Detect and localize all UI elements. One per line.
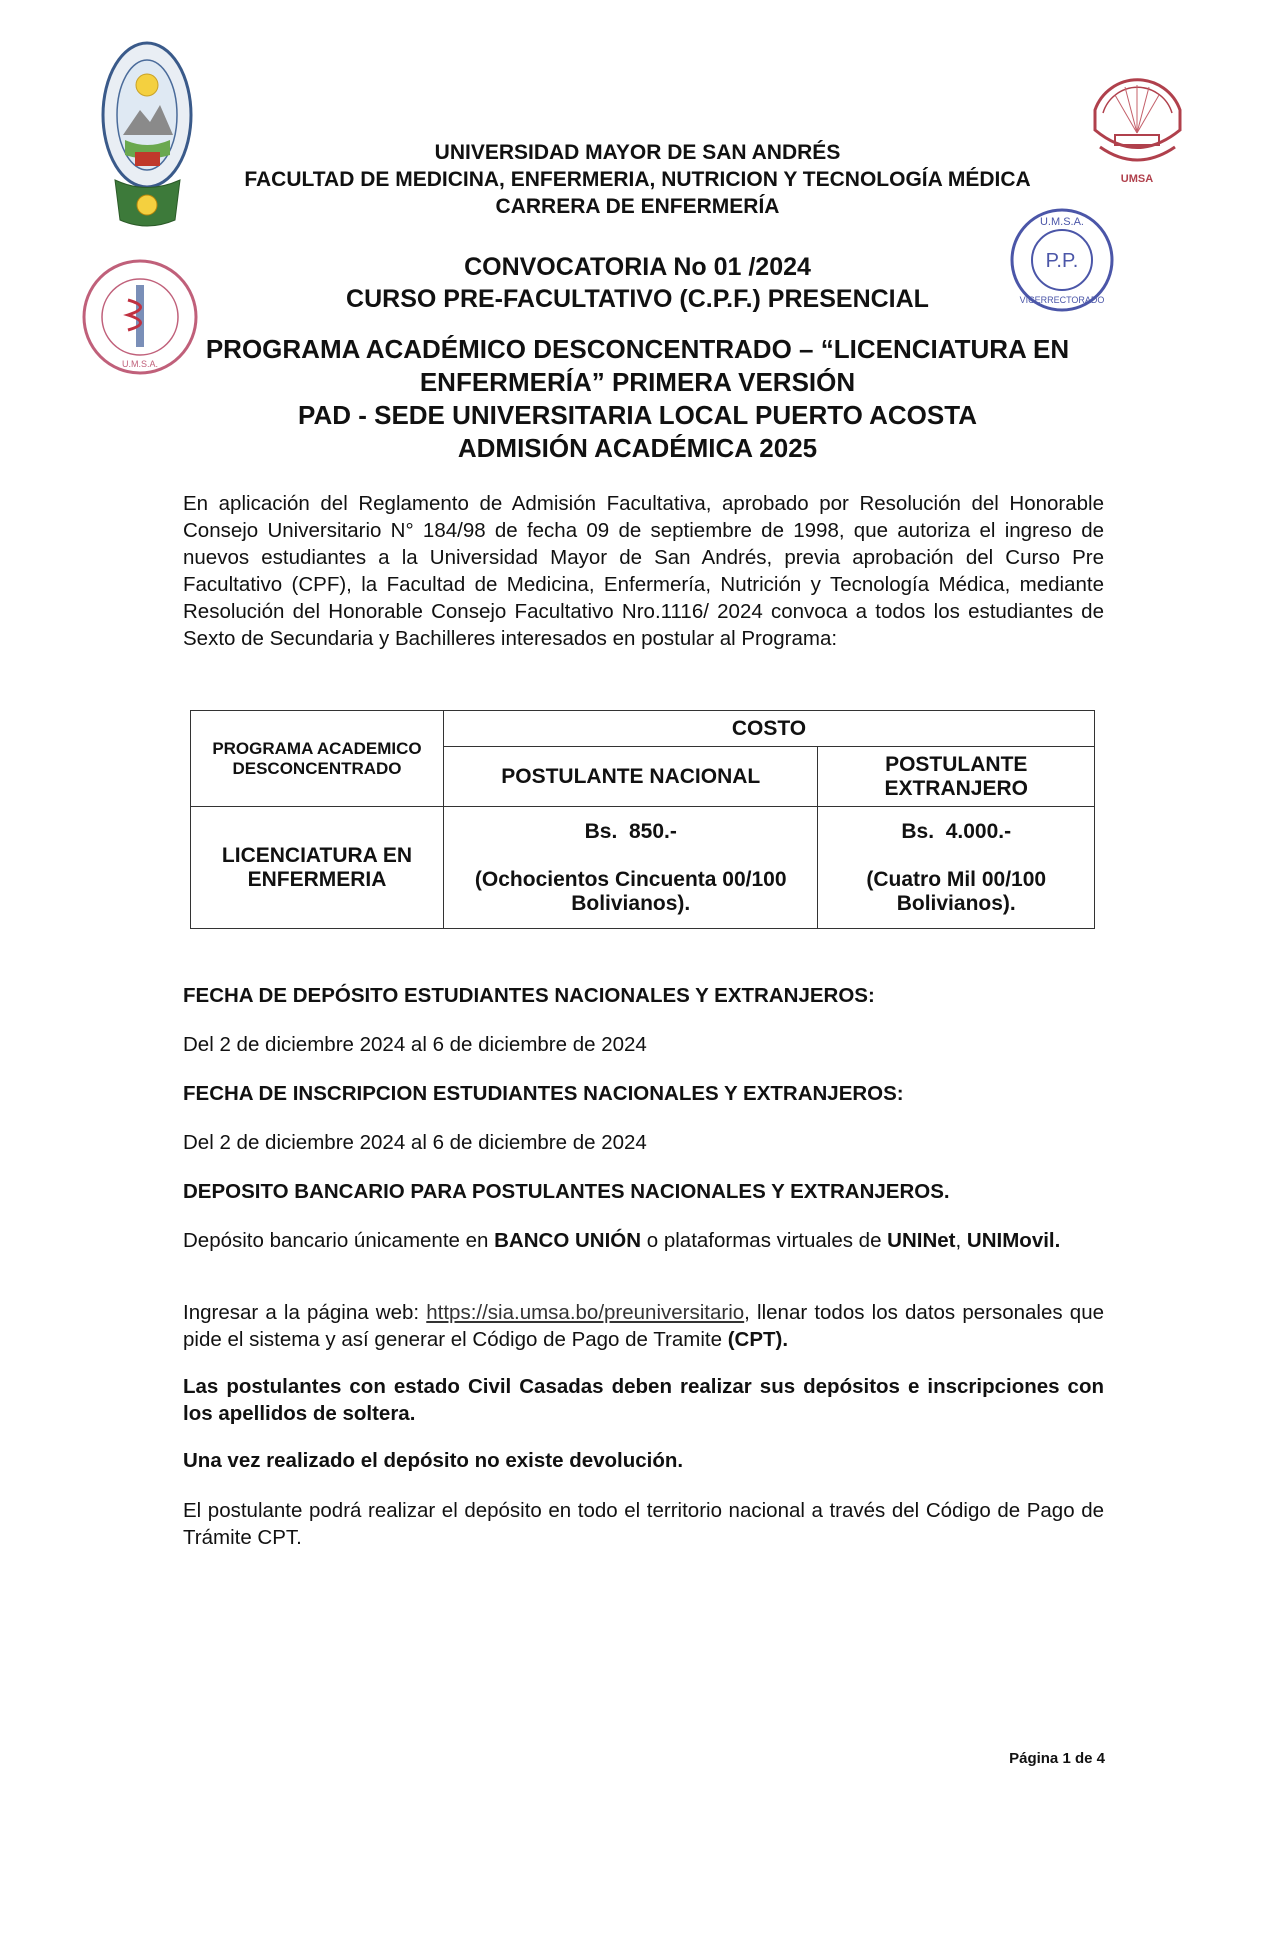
unimovil-name: UNIMovil. [966, 1229, 1061, 1252]
svg-text:UMSA: UMSA [1120, 173, 1154, 185]
national-cost-cell [444, 807, 818, 929]
page-of: de [1074, 1750, 1093, 1767]
foreign-column-header: POSTULANTE EXTRANJERO [818, 747, 1095, 807]
uninet-name: UNINet [887, 1229, 956, 1252]
deposit-date-text: Del 2 de diciembre 2024 al 6 de diciembre de 2024 [183, 1033, 647, 1056]
cost-header: COSTO [444, 711, 1095, 747]
intro-paragraph: En aplicación del Reglamento de Admisión Facultativa, aprobado por Resolución del Honorable Consejo Universitario N° 184/98 de fecha 09 de septiembre de 1998, que autoriza el ingreso de nuevos estudiantes a la Universidad Mayor de San Andrés, previa aprobación del Curso Pre Facultativo (CPF), la Facultad de Medicina, Enfermería, Nutrición y Tecnología Médica, mediante Resolución del Honorable Consejo Facultativo Nro.1116/ 2024 convoca a todos los estudiantes de Sexto de Secundaria y Bachilleres interesados en postular al Programa: [183, 492, 1104, 650]
foreign-amount: Bs. 4.000.- [901, 819, 1012, 843]
program-column-header: PROGRAMA ACADEMICO DESCONCENTRADO [191, 711, 444, 807]
website-text-b: , llenar todos los datos personales que pide el sistema y así generar el Código de Pago de Tramite [183, 1301, 1104, 1351]
program-title-line-4: ADMISIÓN ACADÉMICA 2025 [457, 433, 818, 463]
university-name: UNIVERSIDAD MAYOR DE SAN ANDRÉS [434, 141, 841, 164]
website-text-a: Ingresar a la página web: [183, 1301, 427, 1324]
svg-text:P.P.: P.P. [1045, 250, 1079, 272]
cost-table [190, 710, 1095, 929]
bank-name: BANCO UNIÓN [494, 1229, 642, 1252]
deposit-date-heading: FECHA DE DEPÓSITO ESTUDIANTES NACIONALES Y EXTRANJEROS: [183, 984, 875, 1007]
course-title: CURSO PRE-FACULTATIVO (C.P.F.) PRESENCIAL [346, 285, 929, 313]
married-applicants-note: Las postulantes con estado Civil Casadas deben realizar sus depósitos e inscripciones con los apellidos de soltera. [183, 1375, 1104, 1425]
program-name-cell: LICENCIATURA EN ENFERMERIA [191, 807, 444, 929]
svg-text:VICERRECTORADO: VICERRECTORADO [1019, 295, 1105, 305]
svg-text:U.M.S.A.: U.M.S.A. [1039, 216, 1085, 228]
page-current: 1 [1062, 1750, 1071, 1767]
foreign-amount-words: (Cuatro Mil 00/100 Bolivianos). [866, 867, 1047, 915]
bank-text-b: o plataformas virtuales de [641, 1229, 888, 1252]
bank-paragraph [183, 1227, 1104, 1254]
national-deposit-note: El postulante podrá realizar el depósito en todo el territorio nacional a través del Código de Pago de Trámite CPT. [183, 1499, 1104, 1549]
foreign-cost-cell [818, 807, 1095, 929]
registration-date-text: Del 2 de diciembre 2024 al 6 de diciembre de 2024 [183, 1131, 647, 1154]
national-amount: Bs. 850.- [584, 819, 677, 843]
no-refund-note: Una vez realizado el depósito no existe devolución. [183, 1449, 684, 1472]
page-label: Página [1009, 1750, 1059, 1767]
page-total: 4 [1096, 1750, 1105, 1767]
faculty-name: FACULTAD DE MEDICINA, ENFERMERIA, NUTRICION Y TECNOLOGÍA MÉDICA [244, 168, 1031, 191]
program-title-line-2: ENFERMERÍA” PRIMERA VERSIÓN [419, 367, 856, 397]
bank-text-a: Depósito bancario únicamente en [183, 1229, 495, 1252]
national-column-header: POSTULANTE NACIONAL [444, 747, 818, 807]
svg-text:U.M.S.A.: U.M.S.A. [121, 359, 159, 369]
program-title-line-3: PAD - SEDE UNIVERSITARIA LOCAL PUERTO ACOSTA [298, 400, 977, 430]
national-amount-words: (Ochocientos Cincuenta 00/100 Bolivianos). [474, 867, 787, 915]
bank-text-c: , [955, 1229, 967, 1252]
career-name: CARRERA DE ENFERMERÍA [495, 195, 780, 218]
page-number [1000, 1750, 1105, 1767]
bank-deposit-heading: DEPOSITO BANCARIO PARA POSTULANTES NACIONALES Y EXTRANJEROS. [183, 1180, 950, 1203]
website-paragraph [183, 1299, 1104, 1353]
convocatoria-title: CONVOCATORIA No 01 /2024 [464, 253, 811, 281]
cpt-label: (CPT). [727, 1328, 789, 1351]
preuniversitario-link[interactable]: https://sia.umsa.bo/preuniversitario [426, 1301, 745, 1324]
registration-date-heading: FECHA DE INSCRIPCION ESTUDIANTES NACIONALES Y EXTRANJEROS: [183, 1082, 904, 1105]
program-title-line-1: PROGRAMA ACADÉMICO DESCONCENTRADO – “LICENCIATURA EN [205, 334, 1070, 364]
